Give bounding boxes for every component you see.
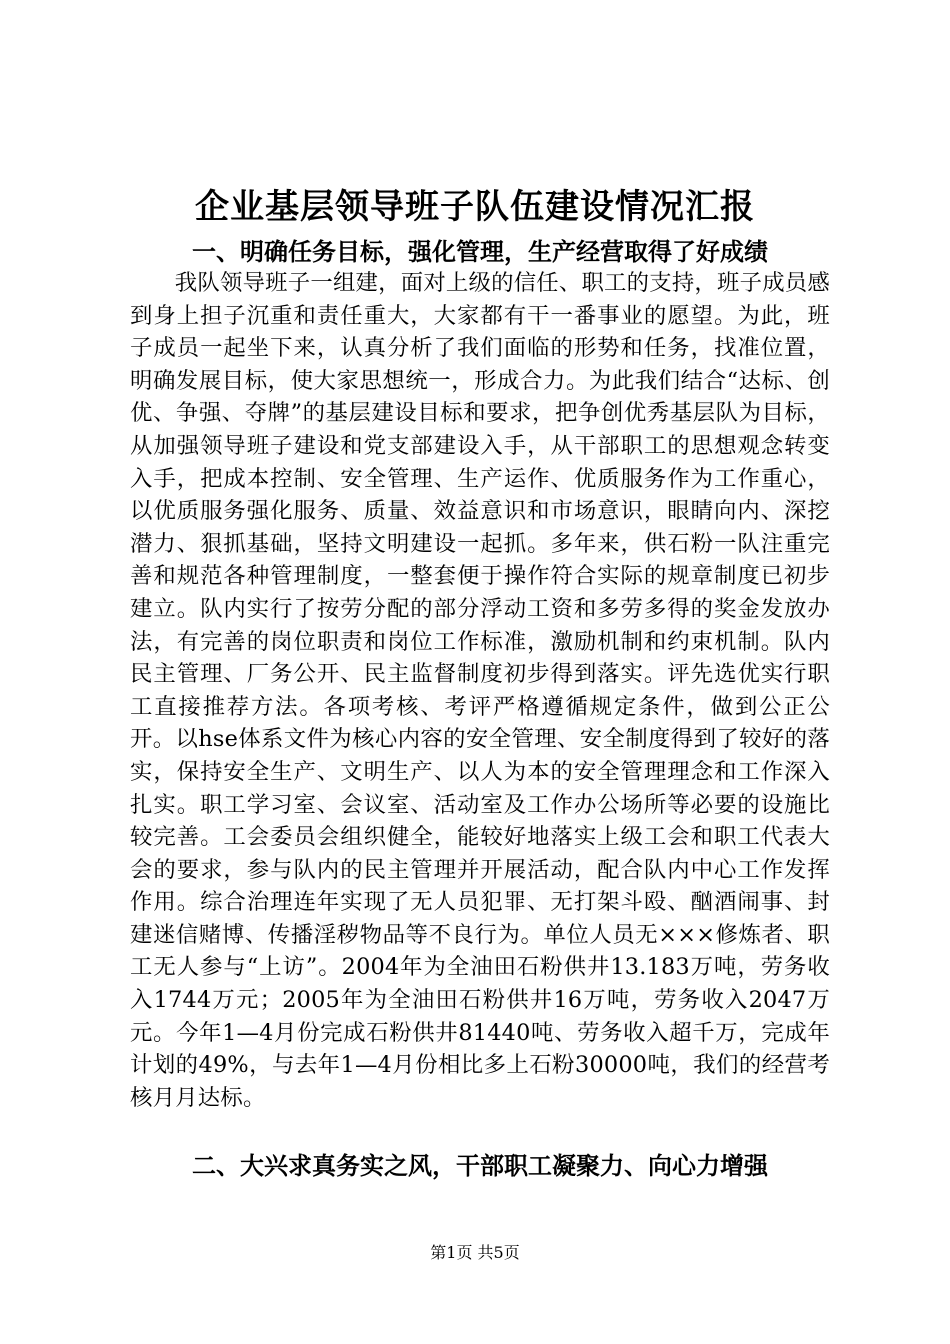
section-2-heading: 二、大兴求真务实之风，干部职工凝聚力、向心力增强 bbox=[192, 1151, 768, 1180]
section-1-heading: 一、明确任务目标，强化管理，生产经营取得了好成绩 bbox=[192, 237, 768, 266]
page-footer: 第1页 共5页 bbox=[430, 1243, 520, 1262]
section-1-body: 我队领导班子一组建，面对上级的信任、职工的支持，班子成员感到身上担子沉重和责任重大，大家都有干一番事业的愿望。为此，班子成员一起坐下来，认真分析了我们面临的形势和任务，找准位置，明确发展目标，使大家思想统一，形成合力。为此我们结合“达标、创优、争强、夺牌”的基层建设目标和要求，把争创优秀基层队为目标，从加强领导班子建设和党支部建设入手，从干部职工的思想观念转变入手，把成本控制、安全管理、生产运作、优质服务作为工作重心，以优质服务强化服务、质量、效益意识和市场意识，眼睛向内、深挖潜力、狠抓基础，坚持文明建设一起抓。多年来，供石粉一队注重完善和规范各种管理制度，一整套便于操作符合实际的规章制度已初步建立。队内实行了按劳分配的部分浮动工资和多劳多得的奖金发放办法，有完善的岗位职责和岗位工作标准，激励机制和约束机制。队内民主管理、厂务公开、民主监督制度初步得到落实。评先选优实行职工直接推荐方法。各项考核、考评严格遵循规定条件，做到公正公开。以hse体系文件为核心内容的安全管理、安全制度得到了较好的落实，保持安全生产、文明生产、以人为本的安全管理理念和工作深入扎实。职工学习室、会议室、活动室及工作办公场所等必要的设施比较完善。工会委员会组织健全，能较好地落实上级工会和职工代表大会的要求，参与队内的民主管理并开展活动，配合队内中心工作发挥作用。综合治理连年实现了无人员犯罪、无打架斗殴、酗酒闹事、封建迷信赌博、传播淫秽物品等不良行为。单位人员无×××修炼者、职工无人参与“上访”。2004年为全油田石粉供井13.183万吨，劳务收入1744万元；2005年为全油田石粉供井16万吨，劳务收入2047万元。今年1—4月份完成石粉供井81440吨、劳务收入超千万，完成年计划的49%，与去年1—4月份相比多上石粉30000吨，我们的经营考核月月达标。 bbox=[130, 270, 830, 1111]
document-title: 企业基层领导班子队伍建设情况汇报 bbox=[195, 187, 755, 227]
